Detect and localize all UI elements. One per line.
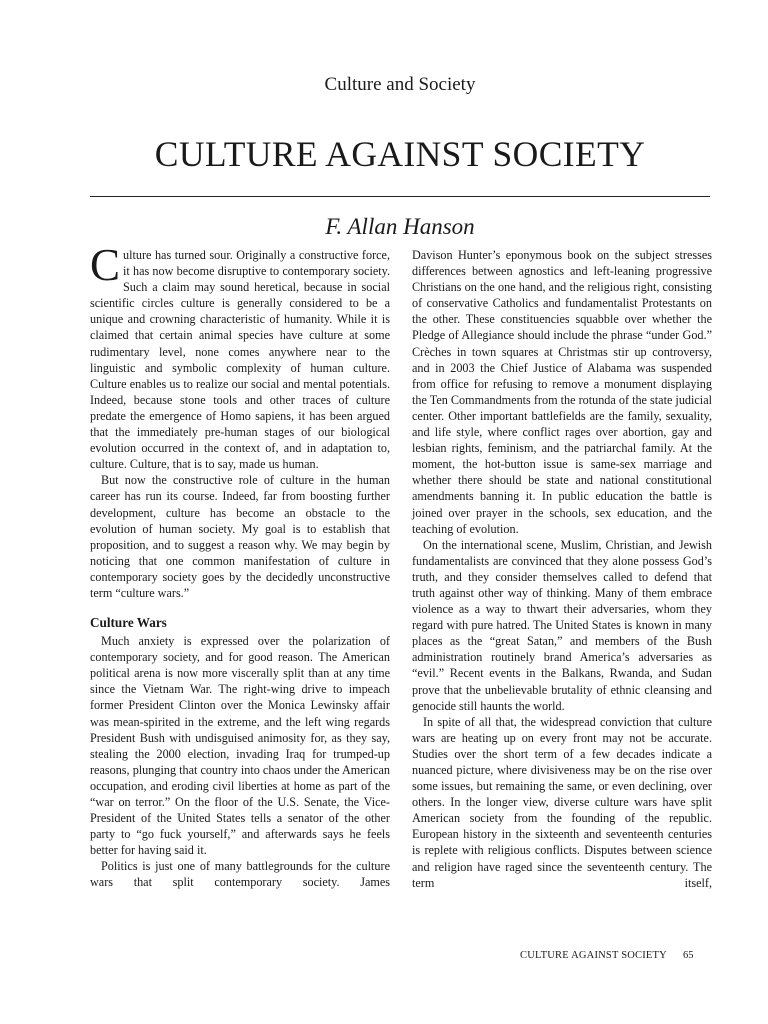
article-title: CULTURE AGAINST SOCIETY — [154, 134, 646, 174]
drop-cap: C — [90, 240, 121, 290]
page-footer — [520, 949, 693, 962]
page-number: 65 — [682, 950, 694, 961]
left-column — [90, 240, 390, 891]
author-name: F. Allan Hanson — [325, 214, 475, 239]
section-label: Culture and Society — [324, 74, 476, 95]
title-rule — [90, 196, 710, 197]
paragraph: In spite of all that, the widespread conviction that culture wars are heating up on every front may not be accurate. Studies over the short term of a few decades indicate a nuanced picture, where divisiveness may be on the rise over some issues, but remaining the same, or even declining, over others. In the longer view, diverse culture wars have split American society from the founding of the republic. European history in the sixteenth and seventeenth centuries is replete with religious conflicts. Disputes between science and religion have raged since the seventeenth century. The term itself, — [412, 714, 712, 890]
paragraph: Davison Hunter’s eponymous book on the subject stresses differences between agnostics and left-leaning progressive Christians on the one hand, and the religious right, consisting of conservative Catholics and fundamentalist Protestants on the other. These constituencies squabble over whether the Pledge of Allegiance should include the phrase “under God.” Crèches in town squares at Christmas stir up controversy, and in 2003 the Chief Justice of Alabama was suspended from office for refusing to remove a monument displaying the Ten Commandments from the rotunda of the state judicial center. Other important battlefields are the family, sexuality, and life style, where conflict rages over abortion, gay and lesbian rights, feminism, and the patriarchal family. At the moment, the hot-button issue is same-sex marriage and whether there should be state and national constitutional amendments banning it. In public education the battle is joined over prayer in the schools, sex education, and the teaching of evolution. — [412, 248, 712, 536]
section-heading: Culture Wars — [90, 615, 167, 631]
paragraph: Much anxiety is expressed over the polarization of contemporary society, and for good reason. The American political arena is now more viscerally split than at any time since the Vietnam War. The right-wing drive to impeach former President Clinton over the Monica Lewinsky affair was mean-spirited in the extreme, and the left wing regards President Bush with undisguised animosity for, as they say, stealing the 2000 election, invading Iraq for trumped-up reasons, plunging that country into chaos under the American occupation, and eroding civil liberties at home as part of the “war on terror.” On the floor of the U.S. Senate, the Vice-President of the United States tells a senator of the other party to “go fuck yourself,” and afterwards says he feels better for having said it. — [90, 634, 390, 858]
right-column — [412, 247, 712, 891]
paragraph: Politics is just one of many battlegrounds for the culture wars that split contemporary society. James — [90, 859, 390, 890]
running-title: CULTURE AGAINST SOCIETY — [520, 950, 667, 961]
paragraph: But now the constructive role of culture in the human career has run its course. Indeed, far from boosting further development, culture has become an obstacle to the evolution of human society. My goal is to establish that proposition, and to suggest a reason why. We may begin by noticing that one common manifestation of culture in contemporary society goes by the decidedly unconstructive term “culture wars.” — [90, 473, 390, 600]
paragraph — [90, 240, 390, 472]
paragraph-text: ulture has turned sour. Originally a constructive force, it has now become disruptive to contemporary society. Such a claim may sound heretical, because in social scientific circles culture is generally considered to be a unique and crowning characteristic of humanity. While it is claimed that certain animal species have culture at some rudimentary level, none comes anywhere near to the linguistic and symbolic complexity of human culture. Culture enables us to realize our social and mental potentials. Indeed, because stone tools and other traces of culture predate the emergence of Homo sapiens, it has been argued that the immediately pre-human stages of our biological evolution occurred in the context of, and in adaptation to, culture. Culture, that is to say, made us human. — [90, 248, 390, 472]
paragraph: On the international scene, Muslim, Christian, and Jewish fundamentalists are convinced that they alone possess God’s truth, and they consider themselves called to defend that truth against other way of thinking. Many of them embrace violence as a way to thwart their adversaries, whom they regard with pure hatred. The United States is known in many places as the “great Satan,” and members of the Bush administration routinely brand America’s adversaries as “evil.” Recent events in the Balkans, Rwanda, and Sudan prove that the unbelievable brutality of ethnic cleansing and genocide still haunts the world. — [412, 537, 712, 713]
